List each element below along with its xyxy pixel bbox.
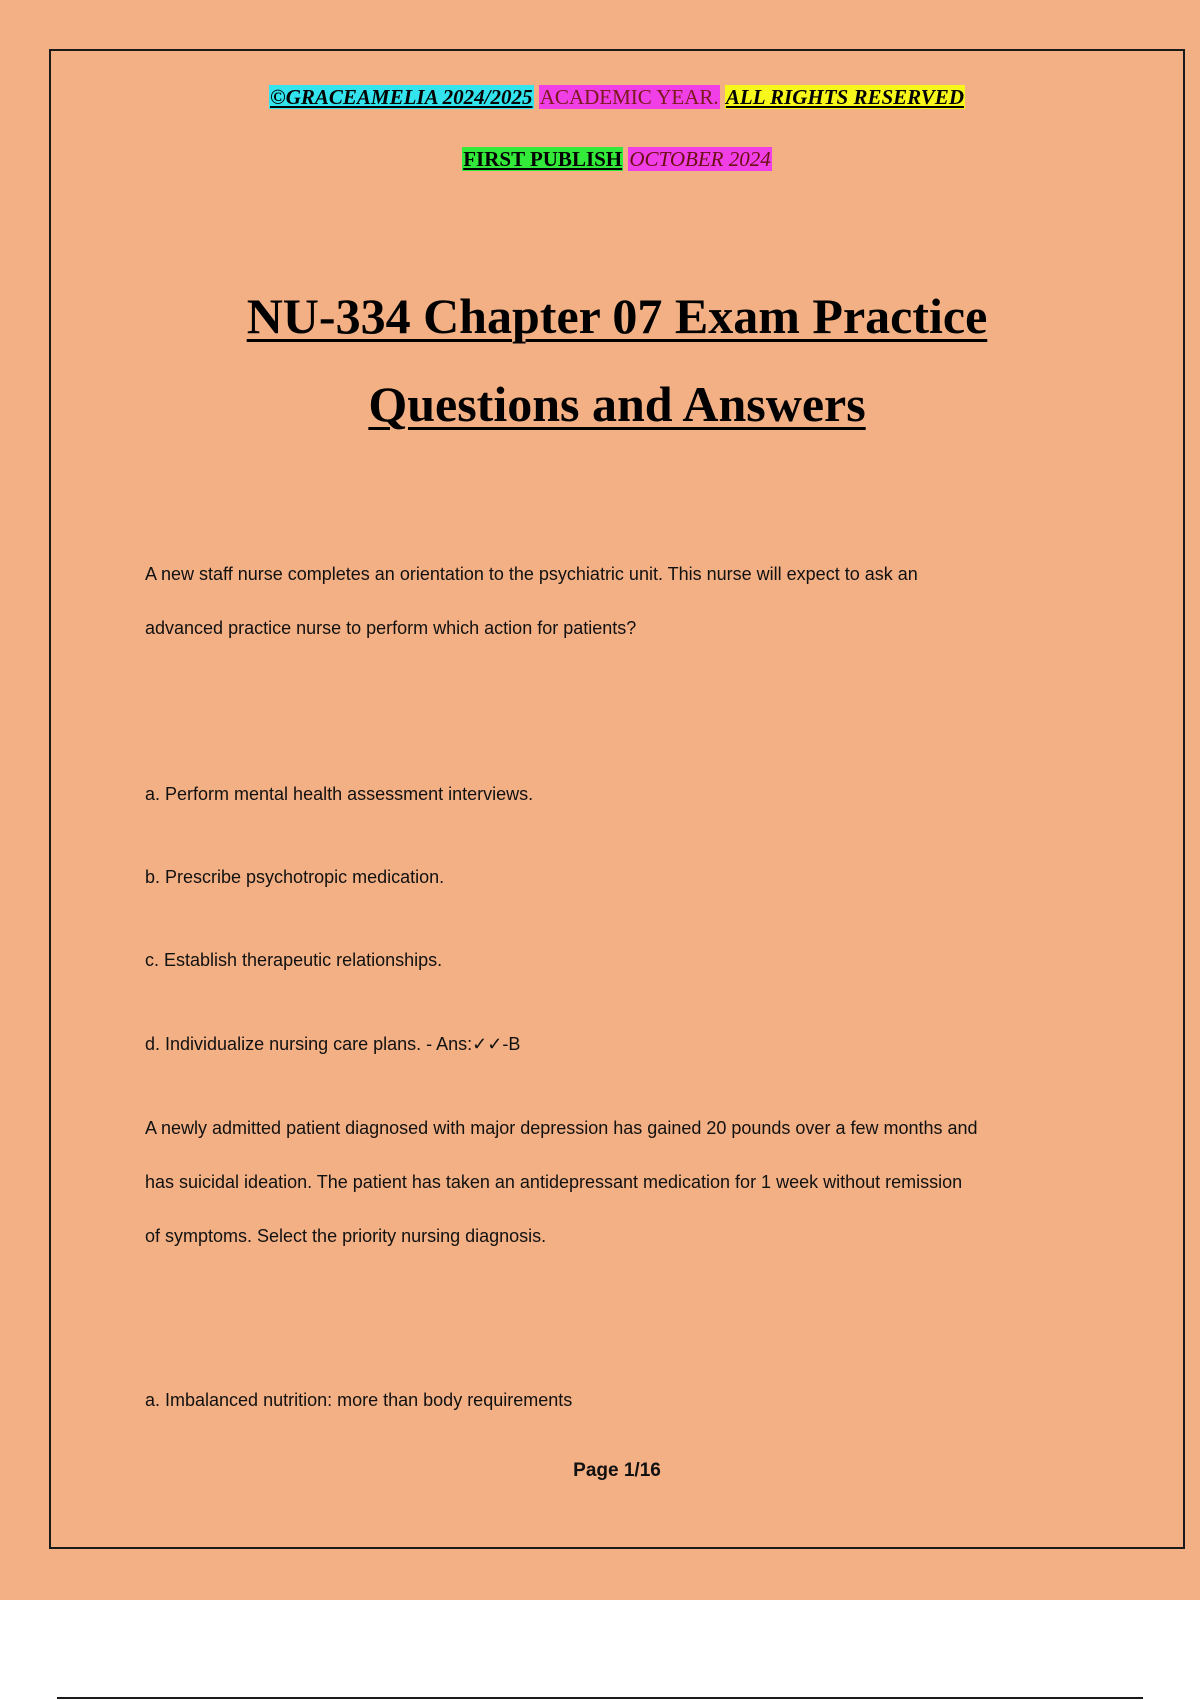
question-2-option-a: a. Imbalanced nutrition: more than body requirements <box>145 1390 573 1410</box>
academic-year-text: ACADEMIC YEAR. <box>539 85 719 109</box>
question-2-stem-line-1: A newly admitted patient diagnosed with major depression has gained 20 pounds over a few months and <box>145 1118 978 1138</box>
question-1-option-d-answer: d. Individualize nursing care plans. - Ans:✓✓-B <box>145 1034 521 1054</box>
header-line-copyright <box>49 85 1185 110</box>
document-title-line-1: NU-334 Chapter 07 Exam Practice <box>246 288 988 344</box>
document-title-line-2: Questions and Answers <box>368 376 866 432</box>
question-1-stem-line-2: advanced practice nurse to perform which action for patients? <box>145 618 637 638</box>
page-number: Page 1/16 <box>573 1460 661 1481</box>
copyright-text: ©GRACEAMELIA 2024/2025 <box>270 85 533 109</box>
question-1-option-c: c. Establish therapeutic relationships. <box>145 950 443 970</box>
question-1-stem-line-1: A new staff nurse completes an orientation to the psychiatric unit. This nurse will expect to ask an <box>145 564 918 584</box>
header-line-publish <box>49 147 1185 172</box>
next-page-top-rule <box>57 1697 1143 1699</box>
publish-date-text: OCTOBER 2024 <box>629 147 771 171</box>
question-1-option-a: a. Perform mental health assessment interviews. <box>145 784 534 804</box>
question-1-option-b: b. Prescribe psychotropic medication. <box>145 867 445 887</box>
first-publish-text: FIRST PUBLISH <box>463 147 623 171</box>
question-2-stem-line-2: has suicidal ideation. The patient has taken an antidepressant medication for 1 week without remission <box>145 1172 963 1192</box>
question-2-stem-line-3: of symptoms. Select the priority nursing diagnosis. <box>145 1226 547 1246</box>
rights-reserved-text: ALL RIGHTS RESERVED <box>725 85 964 109</box>
